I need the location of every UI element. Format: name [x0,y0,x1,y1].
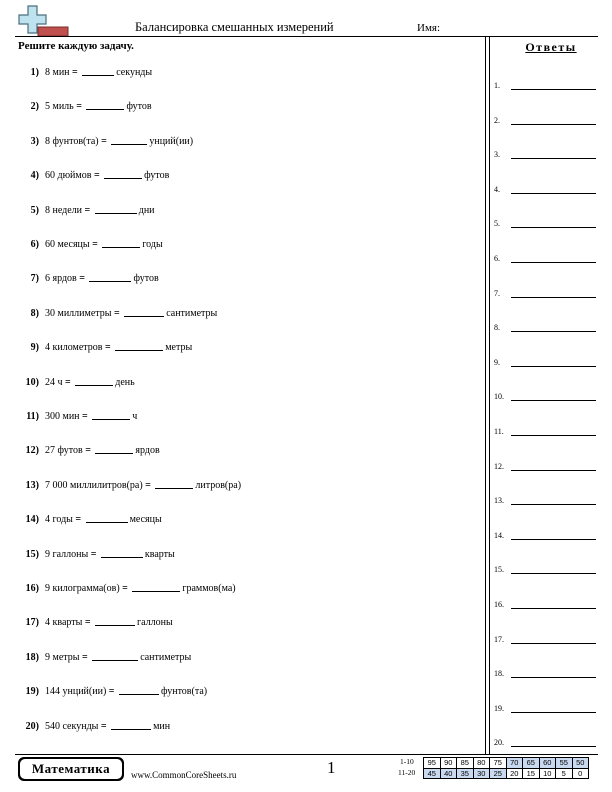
problem-number: 2) [30,101,39,113]
answer-line[interactable] [511,262,596,263]
answer-row [494,457,596,471]
score-cell: 5 [556,768,573,779]
answer-line[interactable] [511,573,596,574]
equals-sign: = [114,307,120,319]
answer-number: 3. [494,150,500,160]
equals-sign: = [101,135,107,147]
score-range-label: 11-20 [398,768,416,777]
problem-unit: футов [133,273,159,285]
answer-row [494,630,596,644]
answer-row [494,699,596,713]
problem-quantity: 9 килограмма(ов) [45,583,123,594]
answer-blank[interactable] [104,167,142,179]
problem-unit: граммов(ма) [182,583,236,594]
problem-unit: секунды [116,67,153,78]
problem-row [18,167,478,183]
answer-line[interactable] [511,712,596,713]
answer-number: 4. [494,184,500,194]
score-cell: 40 [440,768,457,779]
score-range-label: 1-10 [400,757,414,766]
problem-unit: сантиметры [140,651,192,663]
equals-sign: = [79,273,85,285]
answer-blank[interactable] [86,511,128,523]
problem-unit: месяцы [129,514,162,526]
problem-row [18,339,478,355]
problem-quantity: 60 месяцы [45,239,93,250]
score-cell: 65 [523,758,540,769]
score-table [423,757,589,779]
problem-quantity: 7 000 миллилитров(ра) [45,479,146,491]
problem-unit: футов [126,101,152,113]
answer-line[interactable] [511,435,596,436]
answer-line[interactable] [511,470,596,471]
problem-quantity: 27 футов [45,445,86,457]
answer-row [494,595,596,609]
answer-number: 12. [494,461,504,471]
equals-sign: = [90,548,97,560]
problem-number: 4) [30,170,39,182]
problem-quantity: 9 галлоны [45,548,91,560]
problem-quantity: 144 унций(ии) [45,686,109,698]
answer-line[interactable] [511,158,596,159]
answer-row [494,387,596,401]
problem-row [18,718,478,734]
score-cell: 60 [539,758,556,769]
answer-row [494,76,596,90]
answer-blank[interactable] [155,477,193,489]
answer-line[interactable] [511,608,596,609]
answer-blank[interactable] [95,614,135,626]
answer-line[interactable] [511,677,596,678]
problem-number: 6) [30,239,39,250]
problem-unit: литров(ра) [195,479,242,491]
problem-row [18,614,478,630]
score-row [424,758,589,769]
answer-line[interactable] [511,297,596,298]
problem-quantity: 6 ярдов [45,273,80,285]
answer-line[interactable] [511,746,596,747]
problem-row [18,580,478,596]
score-cell: 90 [440,758,457,769]
answer-blank[interactable] [82,64,114,76]
equals-sign: = [108,686,115,698]
problem-number: 14) [25,514,39,526]
answer-number: 19. [494,703,504,713]
answer-blank[interactable] [95,442,133,454]
site-url: www.CommonCoreSheets.ru [131,770,237,780]
answer-line[interactable] [511,366,596,367]
problem-number: 7) [30,273,39,285]
problem-number: 15) [25,548,39,560]
answer-row [494,560,596,574]
score-cell: 15 [523,768,540,779]
score-cell: 80 [473,758,490,769]
equals-sign: = [84,617,91,629]
column-divider [485,37,486,754]
problem-number: 5) [30,204,39,216]
problem-number: 19) [25,686,39,698]
problem-quantity: 540 секунды [45,720,101,732]
problem-number: 9) [30,342,39,354]
column-divider [489,37,490,754]
answer-blank[interactable] [115,339,163,351]
answer-row [494,664,596,678]
answer-blank[interactable] [119,683,159,695]
answer-number: 20. [494,738,504,748]
answer-blank[interactable] [124,305,164,317]
problem-row [18,442,478,458]
answers-title: Ответы [525,40,577,54]
equals-sign: = [72,67,78,78]
answer-row [494,422,596,436]
answer-blank[interactable] [86,98,124,110]
problem-row [18,270,478,286]
problem-quantity: 8 недели [45,204,85,216]
problem-row [18,305,478,321]
answer-row [494,318,596,332]
answer-row [494,491,596,505]
score-cell: 10 [539,768,556,779]
equals-sign: = [100,720,107,732]
answer-blank[interactable] [111,718,151,730]
problem-quantity: 30 миллиметры [45,307,114,319]
problem-unit: ч [132,411,138,422]
equals-sign: = [82,411,88,422]
problem-unit: фунтов(та) [160,686,208,698]
answer-number: 6. [494,254,500,263]
score-cell: 85 [457,758,474,769]
problem-quantity: 300 мин [45,411,83,422]
answer-number: 11. [494,427,504,436]
answer-blank[interactable] [132,580,180,592]
score-cell: 75 [490,758,507,769]
problem-number: 17) [25,617,39,629]
problem-number: 20) [25,720,39,732]
problem-quantity: 9 метры [45,651,82,663]
score-cell: 70 [506,758,523,769]
answer-line[interactable] [511,193,596,194]
answer-row [494,353,596,367]
plus-logo-icon [18,5,70,37]
problem-unit: унций(ии) [149,135,194,147]
problem-number: 12) [25,445,39,457]
problem-quantity: 60 дюймов [45,170,94,182]
answer-row [494,145,596,159]
answer-row [494,284,596,298]
problem-number: 1) [30,67,39,78]
score-cell: 35 [457,768,474,779]
score-cell: 20 [506,768,523,779]
answer-line[interactable] [511,643,596,644]
problem-row [18,202,478,218]
problem-row [18,649,478,665]
equals-sign: = [93,170,100,182]
problem-row [18,98,478,114]
equals-sign: = [76,101,82,113]
problem-quantity: 5 миль [45,101,77,113]
problem-unit: футов [144,170,170,182]
answer-number: 15. [494,565,504,575]
brand-badge [18,757,124,781]
answer-blank[interactable] [95,202,137,214]
problem-number: 13) [25,479,39,491]
problem-number: 3) [30,135,39,147]
problem-row [18,64,478,80]
problem-number: 11) [26,411,39,422]
answer-number: 8. [494,323,500,333]
answer-blank[interactable] [92,649,138,661]
equals-sign: = [122,583,128,594]
equals-sign: = [65,376,71,388]
problem-unit: галлоны [137,617,173,629]
brand-label: Математика [20,759,122,779]
equals-sign: = [84,204,91,216]
answer-blank[interactable] [92,408,130,420]
problem-unit: годы [142,239,163,250]
answer-row [494,214,596,228]
answer-row [494,526,596,540]
answer-number: 1. [494,81,500,90]
problem-unit: день [115,376,135,388]
problem-unit: метры [165,342,193,354]
answer-blank[interactable] [101,546,143,558]
problem-row [18,546,478,562]
answer-row [494,249,596,263]
score-cell: 95 [424,758,441,769]
equals-sign: = [85,445,91,457]
answer-number: 18. [494,669,504,679]
equals-sign: = [75,514,82,526]
answer-number: 2. [494,115,500,125]
problem-row [18,374,478,390]
problem-unit: мин [153,720,171,732]
score-row [424,768,589,779]
problem-unit: дни [138,204,155,216]
answer-number: 9. [494,357,500,367]
problem-row [18,133,478,149]
answer-number: 16. [494,600,504,609]
answer-line[interactable] [511,227,596,228]
score-cell: 55 [556,758,573,769]
answer-line[interactable] [511,539,596,540]
problem-number: 10) [25,376,39,388]
problem-number: 18) [25,651,39,663]
answer-blank[interactable] [75,374,113,386]
problem-quantity: 8 фунтов(та) [45,135,102,147]
score-cell: 45 [424,768,441,779]
answer-line[interactable] [511,124,596,125]
equals-sign: = [81,651,88,663]
answer-number: 7. [494,288,500,298]
equals-sign: = [145,479,151,491]
answer-number: 5. [494,219,500,229]
equals-sign: = [105,342,111,354]
answer-number: 14. [494,530,504,540]
problem-unit: ярдов [135,445,160,457]
problem-row [18,683,478,699]
name-label: Имя: [417,22,441,34]
footer-divider [15,754,598,755]
score-cell: 25 [490,768,507,779]
problem-unit: кварты [144,548,175,560]
problem-quantity: 4 километров [45,342,105,354]
answer-line[interactable] [511,89,596,90]
problem-row [18,408,478,424]
page-number: 1 [327,758,336,777]
answer-line[interactable] [511,331,596,332]
problem-row [18,477,478,493]
answer-blank[interactable] [89,270,131,282]
answer-row [494,180,596,194]
score-cell: 0 [572,768,589,779]
score-cell: 50 [572,758,589,769]
problem-number: 8) [30,307,39,319]
answer-line[interactable] [511,400,596,401]
instructions: Решите каждую задачу. [18,40,134,52]
answer-number: 17. [494,634,504,644]
problem-quantity: 4 кварты [45,617,85,629]
equals-sign: = [92,239,98,250]
problem-quantity: 24 ч [45,376,66,388]
answer-row [494,733,596,747]
problem-row [18,511,478,527]
problem-quantity: 4 годы [45,514,76,526]
answer-blank[interactable] [102,236,140,248]
answer-number: 10. [494,392,504,402]
problem-quantity: 8 мин [45,67,73,78]
score-cell: 30 [473,768,490,779]
page-title: Балансировка смешанных измерений [135,20,334,34]
problem-number: 16) [25,583,39,594]
answer-line[interactable] [511,504,596,505]
answer-number: 13. [494,496,504,506]
problem-row [18,236,478,252]
answer-blank[interactable] [111,133,147,145]
header-divider [15,36,598,37]
problem-unit: сантиметры [166,307,218,319]
answer-row [494,111,596,125]
